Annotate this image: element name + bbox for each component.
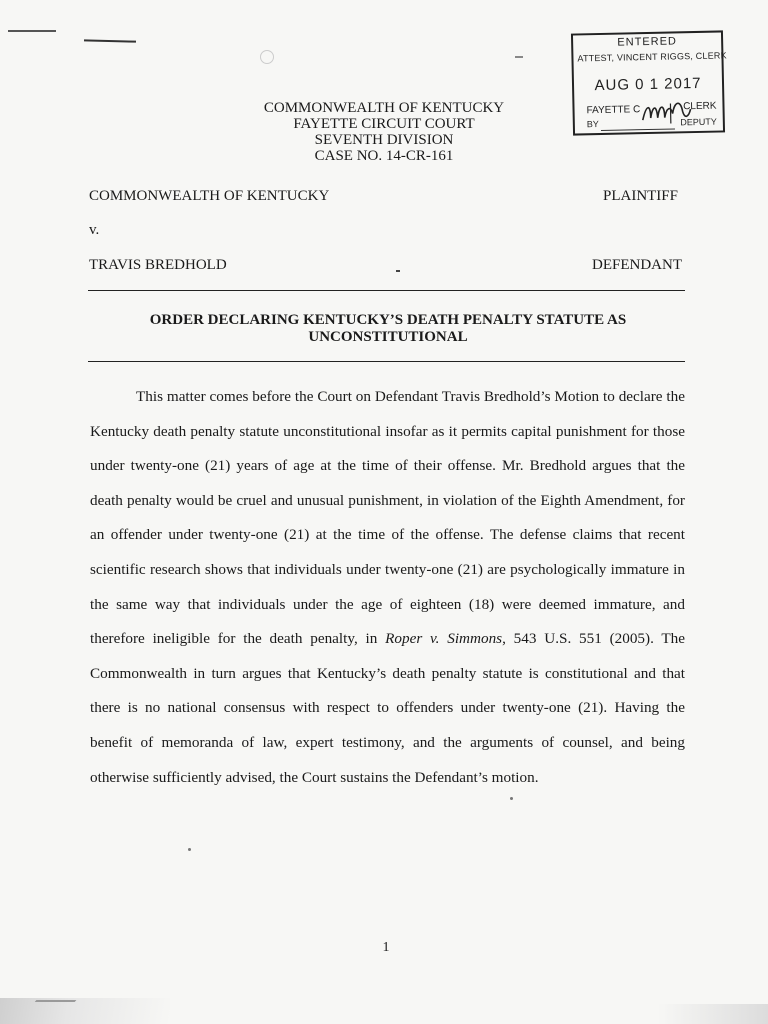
caption-court: FAYETTE CIRCUIT COURT: [293, 116, 475, 132]
scan-artifact: [8, 30, 56, 32]
plaintiff-name: COMMONWEALTH OF KENTUCKY: [89, 188, 330, 204]
divider: [88, 361, 685, 362]
body-paragraph: [90, 380, 685, 795]
order-title-line: ORDER DECLARING KENTUCKY’S DEATH PENALTY STATUTE AS: [149, 312, 627, 328]
order-title-line: UNCONSTITUTIONAL: [308, 329, 468, 345]
scan-artifact: [84, 39, 136, 42]
plaintiff-role: PLAINTIFF: [602, 188, 678, 204]
versus-label: v.: [89, 222, 100, 238]
defendant-role: DEFENDANT: [592, 257, 682, 273]
case-citation: Roper v. Simmons: [385, 630, 503, 648]
stamp-entered-label: ENTERED: [617, 35, 678, 49]
stamp-attest-line: ATTEST, VINCENT RIGGS, CLERK: [577, 50, 727, 64]
body-text-part: This matter comes before the Court on Defendant Travis Bredhold’s Motion to declare the Kentucky death penalty statute unconstitutional insofar as it permits capital punishment for those under twenty-one (21) years of age at the time of their offense. Mr. Bredhold argues that the death penalty would be cruel and unusual punishment, in violation of the Eighth Amendment, for an offender under twenty-one (21) at the time of the offense. The defense claims that recent scientific research shows that individuals under twenty-one (21) are psychologically immature in the same way that individuals under the age of eighteen (18) were deemed immature, and therefore ineligible for the death penalty, in: [90, 388, 685, 648]
scan-artifact: [260, 50, 274, 64]
scan-artifact: [510, 797, 513, 800]
stamp-date: AUG 0 1 2017: [594, 74, 702, 95]
scan-edge-shadow: [658, 1004, 768, 1024]
caption-case-number: CASE NO. 14-CR-161: [314, 148, 454, 164]
order-body: [90, 380, 685, 795]
defendant-name: TRAVIS BREDHOLD: [89, 257, 227, 273]
caption-division: SEVENTH DIVISION: [314, 132, 454, 148]
stamp-by-label: BY: [586, 119, 599, 130]
order-title: [88, 312, 688, 346]
page-number: 1: [382, 940, 390, 955]
stamp-fayette-label: FAYETTE C: [586, 104, 641, 117]
scan-artifact: [396, 270, 400, 272]
body-text-part: , 543 U.S. 551 (2005). The Commonwealth in turn argues that Kentucky’s death penalty statute is constitutional and that there is no national consensus with respect to offenders under twenty-one (21). Having the benefit of memoranda of law, expert testimony, and the arguments of counsel, and being otherwise sufficiently advised, the Court sustains the Defendant’s motion.: [90, 630, 686, 786]
scan-artifact: [188, 848, 191, 851]
case-caption: [0, 100, 768, 164]
stamp-deputy-label: DEPUTY: [680, 116, 717, 128]
divider: [88, 290, 685, 291]
stamp-clerk-label: CLERK: [683, 100, 717, 113]
scan-artifact: [515, 56, 523, 58]
caption-jurisdiction: COMMONWEALTH OF KENTUCKY: [263, 100, 505, 116]
